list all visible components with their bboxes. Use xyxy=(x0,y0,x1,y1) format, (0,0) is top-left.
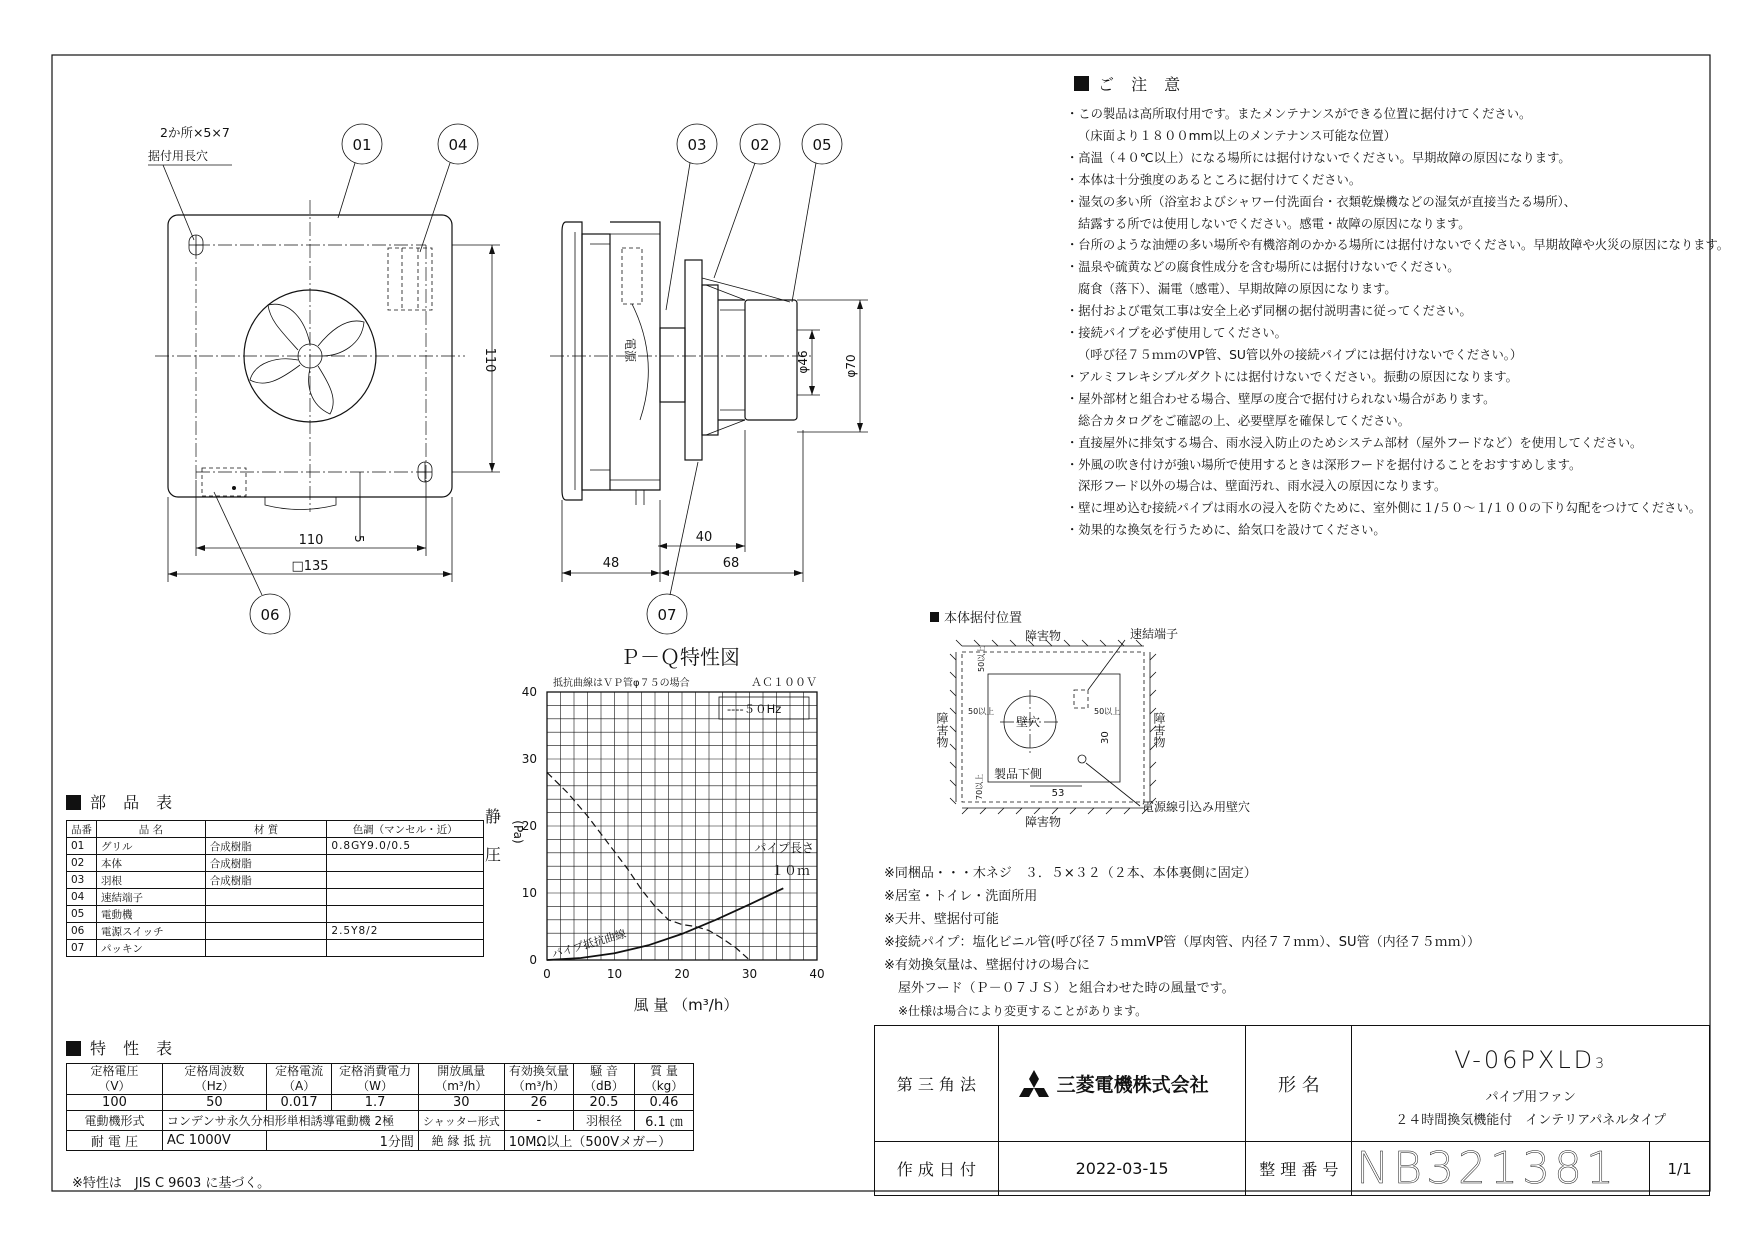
parts-cell: 本体 xyxy=(97,855,206,872)
title-block xyxy=(874,1025,1710,1196)
install-obstacle-left: 障害物 xyxy=(935,712,949,748)
note-item: ・据付および電気工事は安全上必ず同梱の据付説明書に従ってください。 xyxy=(1066,304,1472,319)
note-item: 総合カタログをご確認の上、必要壁厚を確保してください。 xyxy=(1078,413,1411,428)
svg-text:06: 06 xyxy=(260,606,280,624)
svg-text:03: 03 xyxy=(687,136,707,154)
svg-text:05: 05 xyxy=(812,136,832,154)
pq-chart xyxy=(485,645,825,1014)
install-dim-53: 53 xyxy=(1051,788,1065,799)
balloon-04 xyxy=(420,124,478,252)
chart-ylabel-char1: 静 xyxy=(484,807,502,826)
parts-cell xyxy=(205,940,327,957)
balloon-07 xyxy=(647,462,698,634)
misc-note: ※有効換気量は、壁据付けの場合に xyxy=(884,958,1090,973)
misc-note: 屋外フード（Ｐ－０７ＪＳ）と組合わせた時の風量です。 xyxy=(898,981,1235,996)
parts-cell: 0.8GY9.0/0.5 xyxy=(327,838,484,855)
spec-footnote: ※特性は JIS C 9603 に基づく。 xyxy=(72,1176,271,1191)
dim-68: 68 xyxy=(722,556,740,571)
parts-header-cell: 材 質 xyxy=(205,821,327,838)
chart-power: ＡＣ１００Ｖ xyxy=(751,676,817,689)
install-dim-30: 30 xyxy=(1100,731,1111,744)
chart-ytick-label: 40 xyxy=(521,685,537,699)
parts-table-title: 部 品 表 xyxy=(90,793,179,812)
note-item: ・アルミフレキシブルダクトには据付けないでください。振動の原因になります。 xyxy=(1066,369,1518,384)
parts-cell xyxy=(205,906,327,923)
chart-ylabel-char2: 圧 xyxy=(484,845,502,864)
parts-cell: パッキン xyxy=(97,940,206,957)
chart-ylabel-unit: (Pa) xyxy=(511,820,525,844)
install-diagram xyxy=(930,610,1250,829)
parts-row xyxy=(67,889,484,906)
misc-note: ※同梱品・・・木ネジ ３．５×３２（２本、本体裏側に固定） xyxy=(884,866,1257,881)
note-item: ・湿気の多い所（浴室およびシャワー付洗面台・衣類乾燥機などの湿気が直接当たる場所）、 xyxy=(1066,194,1577,209)
svg-text:01: 01 xyxy=(352,136,372,154)
note-item: ・接続パイプを必ず使用してください。 xyxy=(1066,326,1287,341)
tb-number: NB321381 xyxy=(1352,1142,1650,1196)
chart-ytick-label: 20 xyxy=(521,819,537,833)
tb-product-line2: ２４時間換気機能付 インテリアパネルタイプ xyxy=(1395,1113,1667,1128)
install-dim-50-top: 50以上 xyxy=(977,645,986,672)
note-item: ・この製品は高所取付用です。またメンテナンスができる位置に据付けてください。 xyxy=(1066,107,1532,121)
svg-text:02: 02 xyxy=(750,136,770,154)
chart-xtick-label: 10 xyxy=(606,967,623,981)
parts-row xyxy=(67,906,484,923)
parts-cell: 速結端子 xyxy=(97,889,206,906)
spec-header-cell: 質 量 （kg） xyxy=(634,1064,693,1095)
parts-cell: 合成樹脂 xyxy=(205,838,327,855)
balloon-05 xyxy=(792,124,842,302)
misc-notes xyxy=(884,862,1480,1023)
svg-text:04: 04 xyxy=(448,136,468,154)
tb-company xyxy=(998,1026,1246,1142)
chart-xtick-label: 0 xyxy=(543,967,551,981)
balloon-06 xyxy=(214,492,290,634)
chart-title: Ｐ－Ｑ特性図 xyxy=(620,645,740,669)
chart-note: 抵抗曲線はＶＰ管φ７５の場合 xyxy=(553,678,690,689)
spec-withstand-value: AC 1000V xyxy=(162,1131,266,1151)
parts-row xyxy=(67,855,484,872)
parts-cell: 05 xyxy=(67,906,97,923)
parts-cell: 07 xyxy=(67,940,97,957)
spec-blade-label: 羽根径 xyxy=(574,1111,635,1131)
balloon-03 xyxy=(666,124,717,310)
parts-cell: 06 xyxy=(67,923,97,940)
note-item: ・屋外部材と組合わせる場合、壁厚の度合で据付けられない場合があります。 xyxy=(1066,391,1496,406)
note-item: ・本体は十分強度のあるところに据付けてください。 xyxy=(1066,172,1362,187)
slot-note-size: 2か所×5×7 xyxy=(160,125,230,140)
note-item: 腐食（落下）、漏電（感電）、早期故障の原因になります。 xyxy=(1078,282,1397,297)
tb-number-label: 整 理 番 号 xyxy=(1246,1142,1352,1196)
chart-pipe-label: パイプ長さ xyxy=(754,841,814,855)
spec-table xyxy=(66,1063,694,1151)
parts-row xyxy=(67,923,484,940)
dim-front-outer-width: □135 xyxy=(291,559,329,574)
tb-company-name: 三菱電機株式会社 xyxy=(1056,1074,1209,1096)
parts-header-cell: 品 名 xyxy=(97,821,206,838)
parts-cell xyxy=(327,872,484,889)
parts-cell: グリル xyxy=(97,838,206,855)
parts-cell: 合成樹脂 xyxy=(205,872,327,889)
parts-cell: 02 xyxy=(67,855,97,872)
parts-cell xyxy=(327,855,484,872)
note-item: 結露する所では使用しないでください。感電・故障の原因になります。 xyxy=(1078,216,1471,231)
dim-d70: φ70 xyxy=(844,354,858,378)
tb-model-label: 形 名 xyxy=(1246,1026,1352,1142)
spec-motor-value: コンデンサ永久分相形単相誘導電動機 2極 xyxy=(162,1111,418,1131)
install-title: 本体据付位置 xyxy=(944,611,1023,626)
notes-list xyxy=(1066,104,1730,542)
parts-cell: 電源スイッチ xyxy=(97,923,206,940)
install-obstacle-right: 障害物 xyxy=(1152,712,1166,748)
side-view xyxy=(550,222,868,582)
spec-value-cell: 1.7 xyxy=(332,1095,419,1111)
spec-header-cell: 定格電流 （A） xyxy=(266,1064,331,1095)
spec-withstand-label: 耐 電 圧 xyxy=(67,1131,163,1151)
balloon-01 xyxy=(338,124,382,218)
tb-date: 2022-03-15 xyxy=(998,1142,1246,1196)
dim-40: 40 xyxy=(695,530,713,545)
svg-text:07: 07 xyxy=(657,606,677,624)
install-dim-70-bottom: 70以上 xyxy=(975,773,984,800)
note-item: 深形フード以外の場合は、壁面汚れ、雨水浸入の原因になります。 xyxy=(1078,479,1447,494)
note-item: ・外風の吹き付けが強い場所で使用するときは深形フードを据付けることをおすすめします。 xyxy=(1066,457,1582,472)
spec-insulation-label: 絶 縁 抵 抗 xyxy=(418,1131,504,1151)
spec-motor-label: 電動機形式 xyxy=(67,1111,163,1131)
tb-product-line1: パイプ用ファン xyxy=(1485,1090,1576,1105)
spec-header-cell: 開放風量 （m³/h） xyxy=(418,1064,504,1095)
install-wall-hole: 壁穴 xyxy=(1016,715,1041,729)
chart-xlabel: 風 量 （m³/h） xyxy=(633,996,739,1014)
note-item: ・直接屋外に排気する場合、雨水浸入防止のためシステム部材（屋外フードなど）を使用してください。 xyxy=(1066,435,1643,450)
dim-front-height: 110 xyxy=(482,347,497,373)
spec-value-cell: 0.46 xyxy=(634,1095,693,1111)
note-item: ・温泉や硫黄などの腐食性成分を含む場所には据付けないでください。 xyxy=(1066,260,1460,275)
spec-header-cell: 定格電圧 （V） xyxy=(67,1064,163,1095)
parts-cell xyxy=(327,906,484,923)
install-obstacle-bottom: 障害物 xyxy=(1025,815,1062,829)
misc-note: ※接続パイプ：塩化ビニル管(呼び径７５ｍｍVP管（厚肉管、内径７７ｍｍ）、SU管（内径７５ｍｍ）） xyxy=(884,935,1481,950)
spec-header-cell: 有効換気量 （m³/h） xyxy=(504,1064,573,1095)
parts-row xyxy=(67,940,484,957)
spec-withstand-time: 1分間 xyxy=(266,1131,418,1151)
tb-sheet: 1/1 xyxy=(1650,1142,1710,1196)
install-cable-hole: 電源線引込み用壁穴 xyxy=(1142,800,1251,814)
tb-model: V-06PXLD xyxy=(1454,1046,1596,1074)
balloon-02 xyxy=(714,124,780,278)
parts-cell xyxy=(327,940,484,957)
install-bottom-side: 製品下側 xyxy=(994,767,1043,781)
tb-date-label: 作 成 日 付 xyxy=(875,1142,999,1196)
spec-insulation-value: 10MΩ以上（500Vメガー） xyxy=(504,1131,693,1151)
chart-ytick-label: 10 xyxy=(521,886,537,900)
chart-xtick-label: 40 xyxy=(809,967,825,981)
install-obstacle-top: 障害物 xyxy=(1025,629,1062,643)
note-item: ・台所のような油煙の多い場所や有機溶剤のかかる場所には据付けないでください。早期故障や火災の原因になります。 xyxy=(1066,238,1730,253)
chart-ytick-label: 30 xyxy=(521,752,537,766)
parts-cell: 01 xyxy=(67,838,97,855)
misc-note: ※天井、壁据付可能 xyxy=(884,912,999,927)
spec-value-cell: 100 xyxy=(67,1095,163,1111)
chart-xtick-label: 30 xyxy=(741,967,758,981)
note-item: （呼び径７５ｍｍのVP管、SU管以外の接続パイプには据付けないでください。） xyxy=(1078,347,1523,362)
spec-shutter-label: シャッター形式 xyxy=(418,1111,504,1131)
tb-model-cell xyxy=(1352,1026,1710,1142)
parts-cell: 04 xyxy=(67,889,97,906)
front-view xyxy=(148,125,500,582)
dim-front-offset: 5 xyxy=(352,535,366,543)
install-dim-50-left: 50以上 xyxy=(968,707,995,716)
parts-header-cell: 色調（マンセル・近） xyxy=(327,821,484,838)
parts-cell: 羽根 xyxy=(97,872,206,889)
misc-note: ※仕様は場合により変更することがあります。 xyxy=(898,1004,1148,1018)
spec-header-cell: 定格周波数 （Hz） xyxy=(162,1064,266,1095)
tb-model-sub: 3 xyxy=(1595,1056,1608,1072)
chart-ytick-label: 0 xyxy=(529,953,537,967)
spec-value-cell: 0.017 xyxy=(266,1095,331,1111)
parts-table xyxy=(66,820,484,957)
parts-cell xyxy=(327,889,484,906)
chart-curve-label: パイプ抵抗曲線 xyxy=(550,927,628,961)
parts-cell xyxy=(205,923,327,940)
notes-title: ご 注 意 xyxy=(1098,75,1187,94)
parts-cell: 合成樹脂 xyxy=(205,855,327,872)
dim-48: 48 xyxy=(602,556,620,571)
chart-legend: ----５０Hz xyxy=(727,702,782,716)
slot-note-purpose: 据付用長穴 xyxy=(148,149,209,163)
dim-front-inner-width: 110 xyxy=(298,533,324,548)
spec-value-cell: 30 xyxy=(418,1095,504,1111)
parts-header-cell: 品番 xyxy=(67,821,97,838)
spec-value-cell: 26 xyxy=(504,1095,573,1111)
parts-row xyxy=(67,872,484,889)
parts-cell xyxy=(205,889,327,906)
spec-shutter-value: - xyxy=(504,1111,573,1131)
parts-cell: 2.5Y8/2 xyxy=(327,923,484,940)
parts-cell: 電動機 xyxy=(97,906,206,923)
label-dengen: 電源 xyxy=(623,338,637,363)
install-dim-50-right: 50以上 xyxy=(1094,707,1121,716)
dim-d46: φ46 xyxy=(796,350,810,374)
spec-header-cell: 定格消費電力 （W） xyxy=(332,1064,419,1095)
chart-xtick-label: 20 xyxy=(674,967,690,981)
note-item: ・効果的な換気を行うために、給気口を設けてください。 xyxy=(1066,523,1386,538)
spec-blade-value: 6.1 ㎝ xyxy=(634,1111,693,1131)
parts-cell: 03 xyxy=(67,872,97,889)
spec-value-cell: 50 xyxy=(162,1095,266,1111)
spec-header-cell: 騒 音 （dB） xyxy=(574,1064,635,1095)
tb-projection: 第 三 角 法 xyxy=(875,1026,999,1142)
spec-value-cell: 20.5 xyxy=(574,1095,635,1111)
spec-table-title: 特 性 表 xyxy=(90,1039,179,1058)
install-clip-label: 速結端子 xyxy=(1130,627,1179,641)
note-item: ・壁に埋め込む接続パイプは雨水の浸入を防ぐために、室外側に１/５０～１/１００の下り勾配をつけてください。 xyxy=(1066,501,1702,516)
note-item: （床面より１８００mm以上のメンテナンス可能な位置） xyxy=(1078,128,1397,143)
parts-row xyxy=(67,838,484,855)
chart-pipe-value: １０ｍ xyxy=(770,864,810,879)
misc-note: ※居室・トイレ・洗面所用 xyxy=(884,889,1038,904)
note-item: ・高温（４０℃以上）になる場所には据付けないでください。早期故障の原因になります。 xyxy=(1066,150,1571,165)
